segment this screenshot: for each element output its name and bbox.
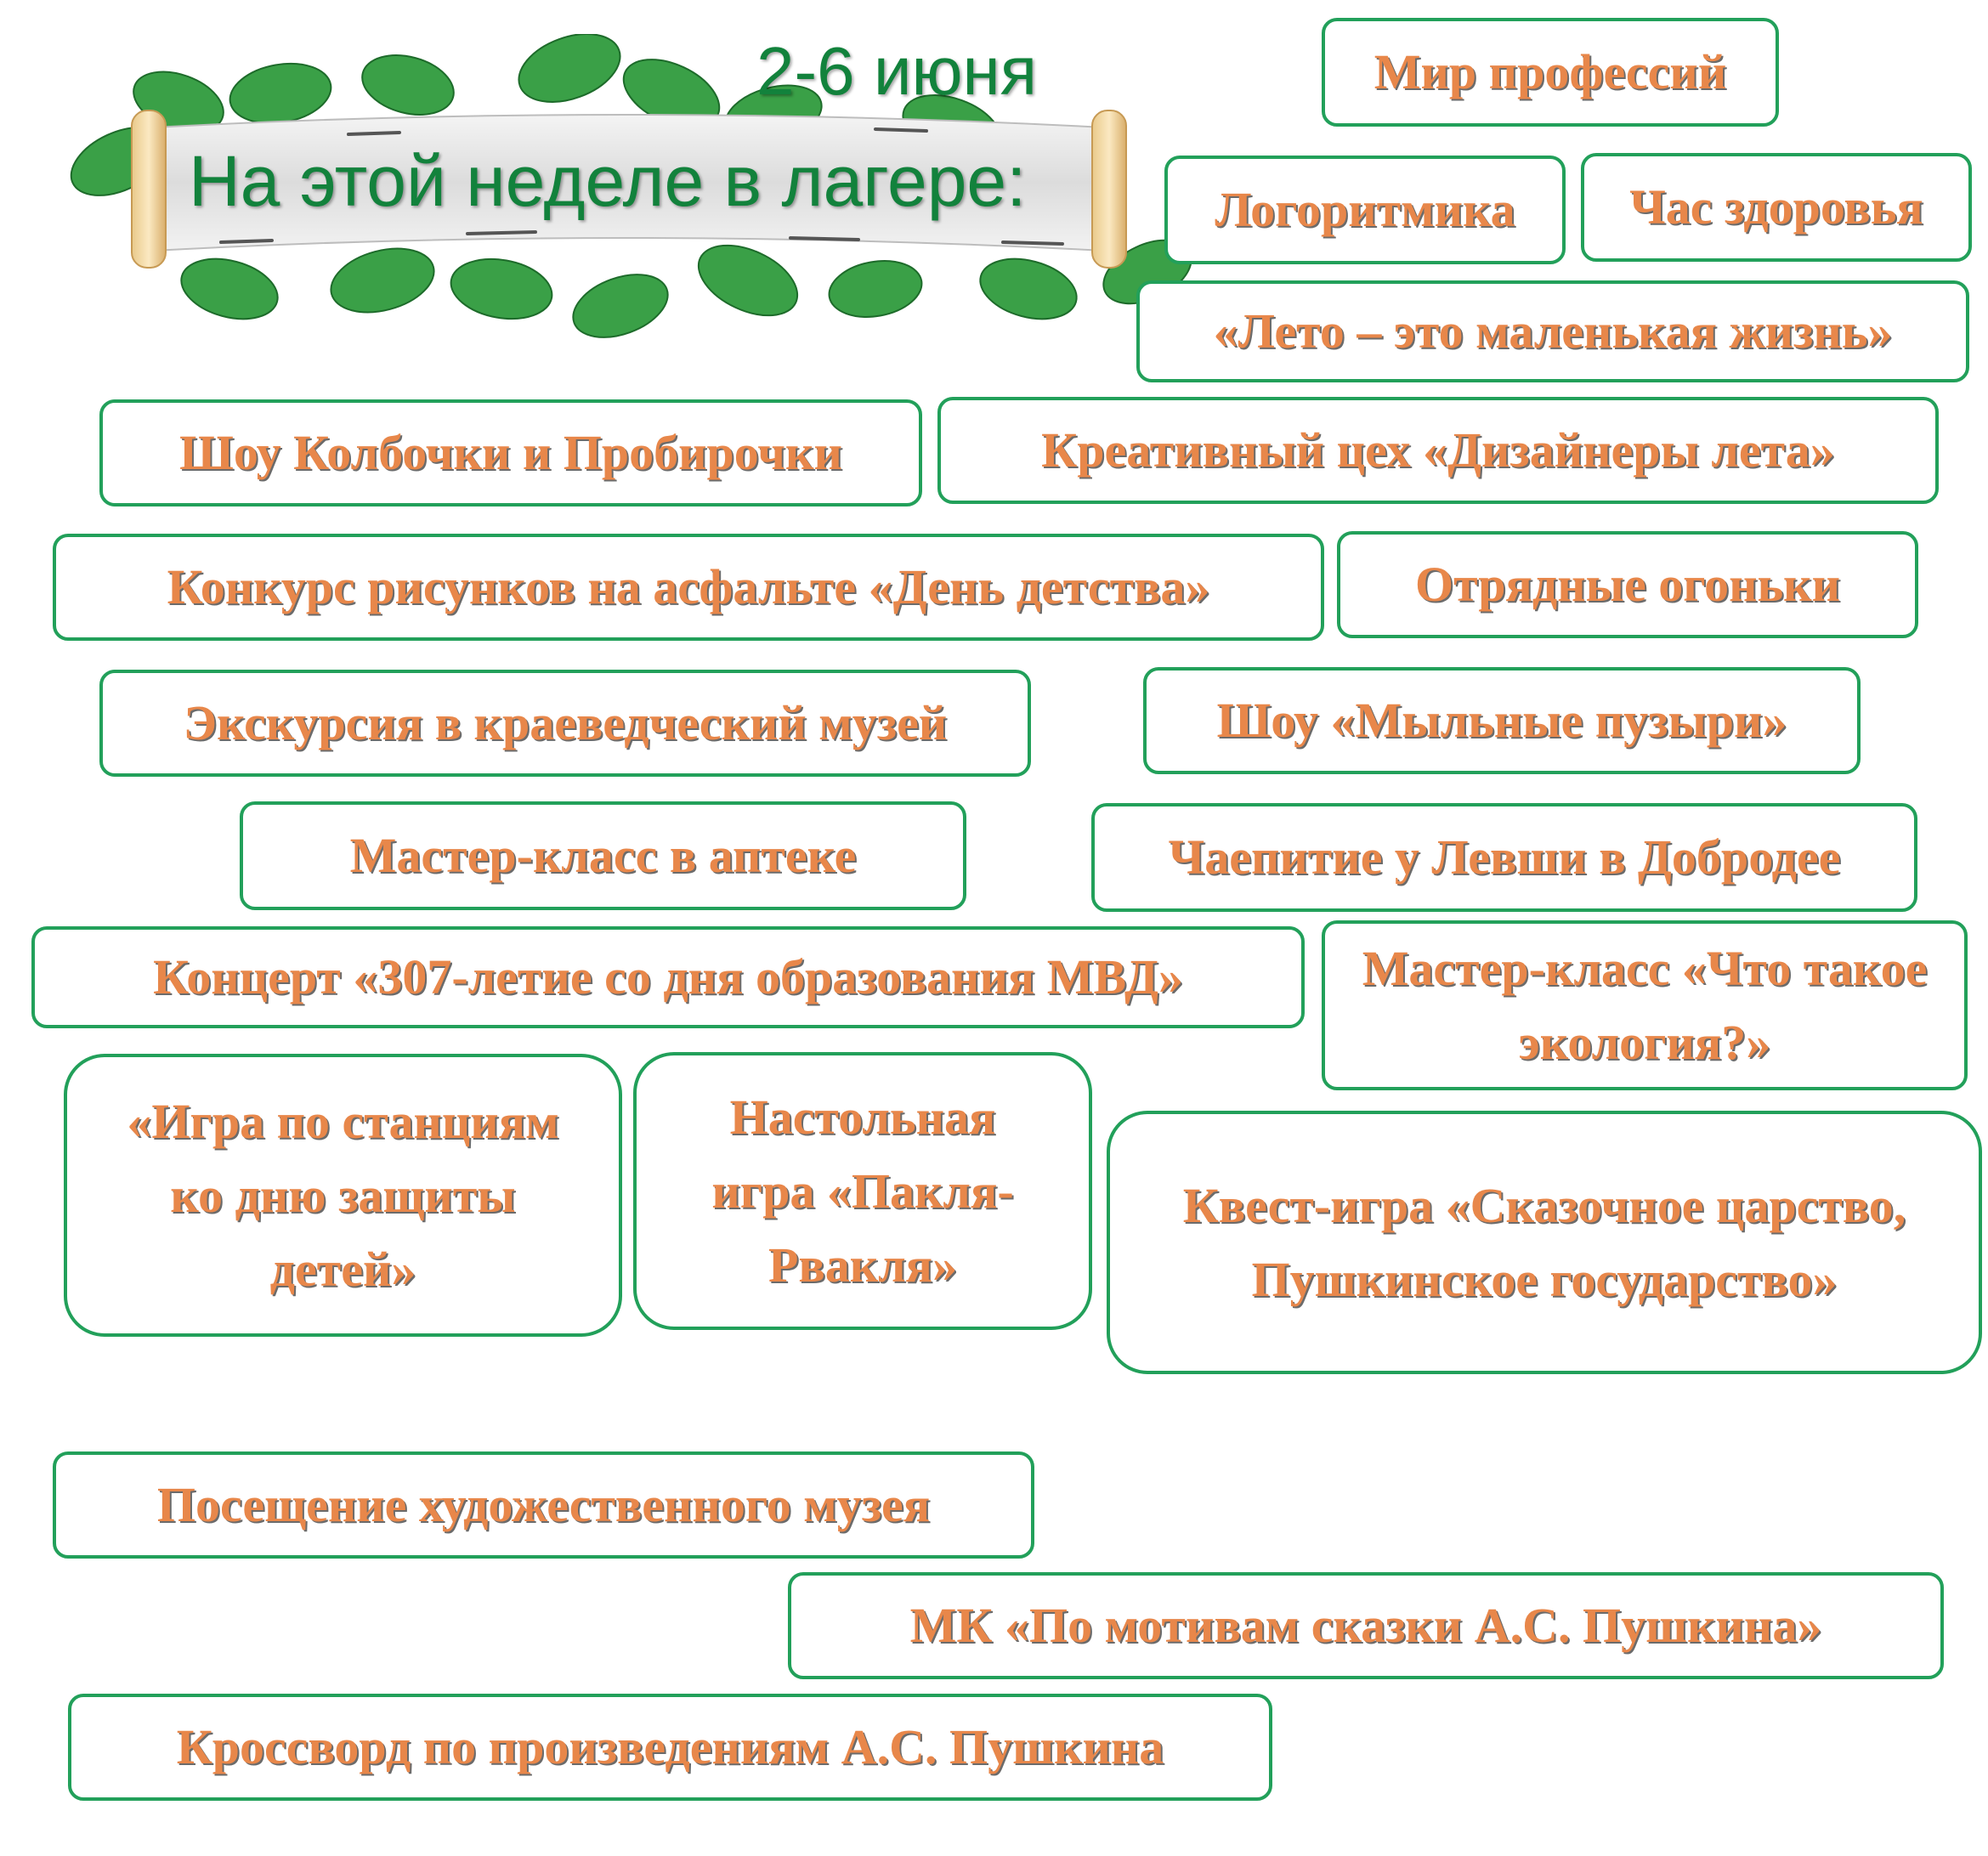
event-ekskursiya-muzey xyxy=(99,670,1031,777)
event-khudozhestvennyy-muzey xyxy=(53,1451,1034,1559)
event-chas-zdorovya xyxy=(1581,153,1972,262)
event-shou-mylnye-puzyri xyxy=(1143,667,1861,774)
event-master-klass-apteka xyxy=(240,801,966,910)
event-label: Посещение художественного музея xyxy=(156,1477,931,1532)
event-label: Мастер-класс в аптеке xyxy=(349,828,857,883)
event-otryadnye-ogonki xyxy=(1337,531,1918,638)
event-label: Логоритмика xyxy=(1215,182,1515,237)
event-igra-po-stantsiyam xyxy=(64,1054,622,1337)
event-kvest-igra xyxy=(1107,1111,1982,1374)
event-master-klass-ekologiya xyxy=(1322,920,1968,1090)
week-dates: 2-6 июня xyxy=(756,33,1038,109)
event-label: Отрядные огоньки xyxy=(1414,557,1841,612)
event-leto-malenkaya-zhizn xyxy=(1136,280,1969,382)
event-nastolnaya-igra xyxy=(633,1052,1092,1330)
event-label: Шоу Колбочки и Пробирочки xyxy=(179,425,842,480)
event-shou-kolbochki xyxy=(99,399,922,506)
event-krossvord-pushkin xyxy=(68,1694,1272,1801)
event-label: «Лето – это маленькая жизнь» xyxy=(1213,303,1893,359)
event-label: Шоу «Мыльные пузыри» xyxy=(1216,693,1787,748)
event-label: Концерт «307-летие со дня образования МВД» xyxy=(153,949,1183,1004)
event-kreativnyy-tsekh xyxy=(937,397,1939,504)
event-label: МК «По мотивам сказки А.С. Пушкина» xyxy=(909,1598,1822,1653)
event-konkurs-risunkov xyxy=(53,534,1324,641)
event-logoritmika xyxy=(1164,156,1566,264)
event-mk-pushkin xyxy=(788,1572,1944,1679)
event-label: Квест-игра «Сказочное царство, Пушкинское государство» xyxy=(1182,1178,1906,1307)
event-label: Кроссворд по произведениям А.С. Пушкина xyxy=(176,1719,1164,1774)
event-label: Экскурсия в краеведческий музей xyxy=(183,695,948,750)
event-label: «Игра по станциям ко дню защиты детей» xyxy=(127,1094,559,1297)
page-title: На этой неделе в лагере: xyxy=(189,141,1027,221)
event-chaepitie-levsha xyxy=(1091,803,1917,912)
event-label: Мир профессий xyxy=(1373,44,1727,99)
event-label: Настольная игра «Пакля-Рвакля» xyxy=(711,1089,1014,1293)
event-label: Конкурс рисунков на асфальте «День детства» xyxy=(167,559,1210,614)
event-mir-professiy xyxy=(1322,18,1779,127)
event-label: Чаепитие у Левши в Добродее xyxy=(1168,829,1841,885)
event-label: Креативный цех «Дизайнеры лета» xyxy=(1041,422,1835,478)
event-kontsert-mvd xyxy=(31,926,1305,1028)
event-label: Час здоровья xyxy=(1629,179,1923,235)
event-label: Мастер-класс «Что такое экология?» xyxy=(1362,941,1928,1070)
